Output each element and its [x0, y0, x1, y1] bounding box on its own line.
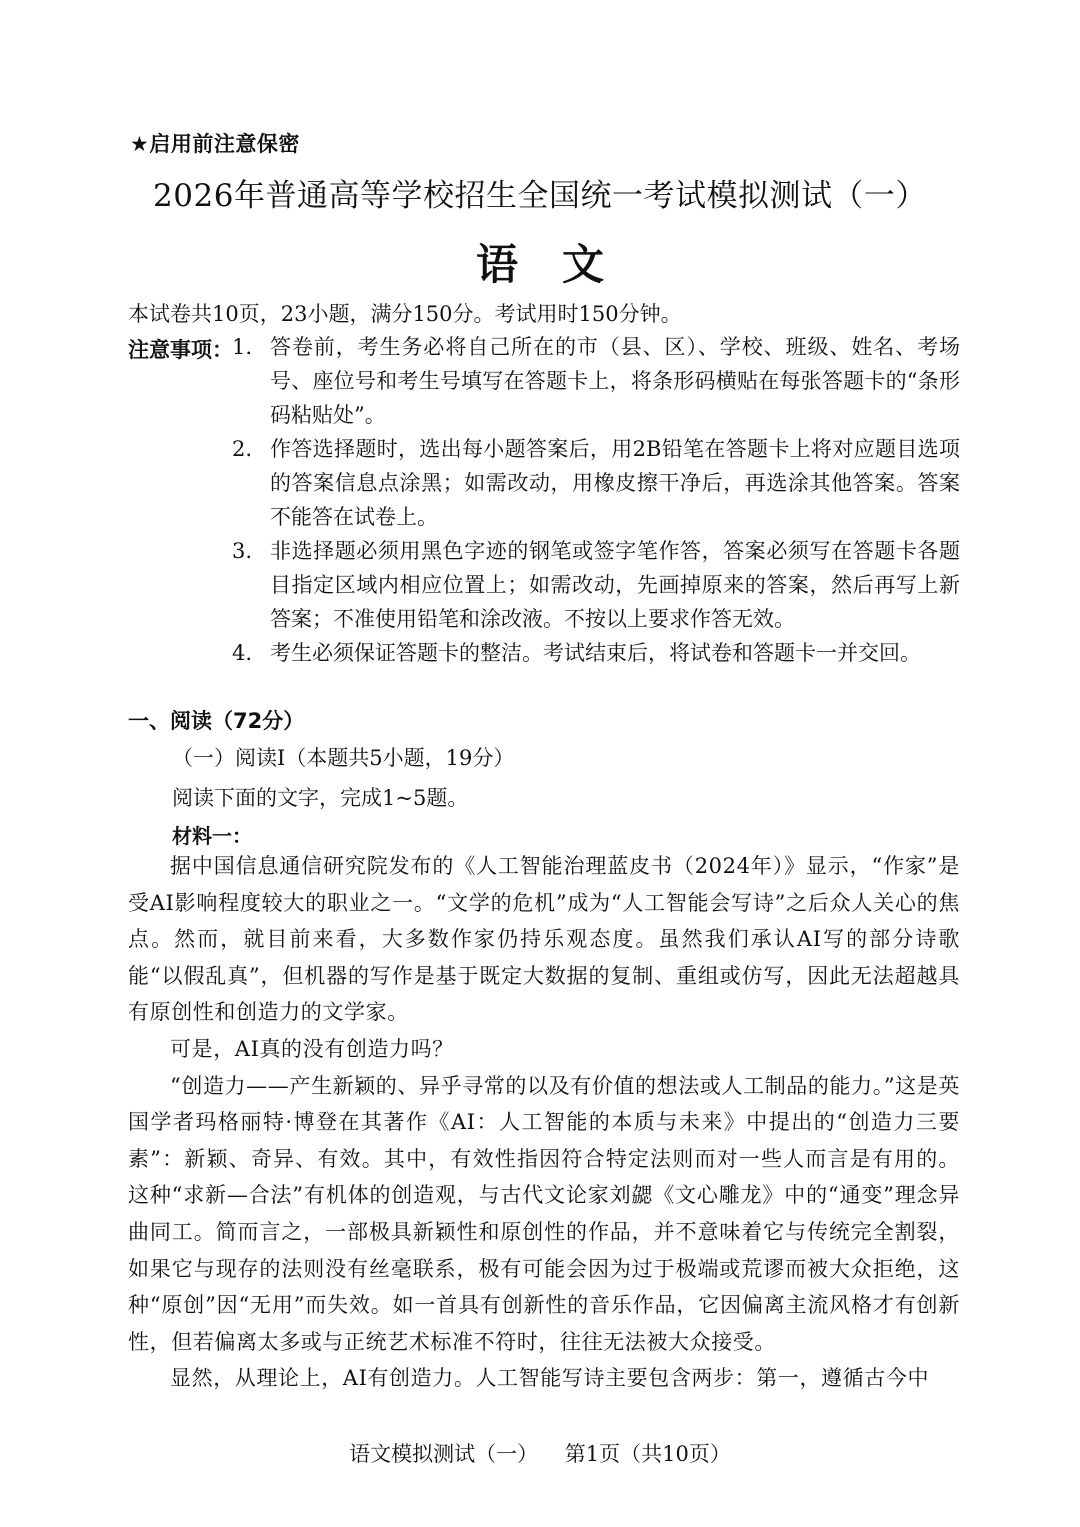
passage-paragraph: 可是，AI真的没有创造力吗？ — [170, 1036, 454, 1061]
notice-item — [232, 330, 960, 432]
subsection-heading: （一）阅读Ⅰ（本题共5小题，19分） — [172, 746, 515, 770]
notice-item — [232, 534, 960, 636]
passage-paragraph: “创造力——产生新颖的、异乎寻常的以及有价值的想法或人工制品的能力。”这是英国学者玛格丽特·博登在其著作《AI：人工智能的本质与未来》中提出的“创造力三要素”：新颖、奇异、有效。其中，有效性指因符合特定法则而对一些人而言是有用的。这种“求新—合法”有机体的创造观，与古代文论家刘勰《文心雕龙》中的“通变”理念异曲同工。简而言之，一部极具新颖性和原创性的作品，并不意味着它与传统完全割裂，如果它与现存的法则没有丝毫联系，极有可能会因为过于极端或荒谬而被大众拒绝，这种“原创”因“无用”而失效。如一首具有创新性的音乐作品，它因偏离主流风格才有创新性，但若偏离太多或与正统艺术标准不符时，往往无法被大众接受。 — [128, 1073, 960, 1354]
reading-instruction: 阅读下面的文字，完成1~5题。 — [172, 786, 469, 810]
page-footer: 语文模拟测试（一） 第1页（共10页） — [349, 1442, 731, 1466]
notice-item — [232, 432, 960, 534]
exam-info: 本试卷共10页，23小题，满分150分。考试用时150分钟。 — [128, 302, 682, 326]
notice-text: 作答选择题时，选出每小题答案后，用2B铅笔在答题卡上将对应题目选项的答案信息点涂黑；如需改动，用橡皮擦干净后，再选涂其他答案。答案不能答在试卷上。 — [270, 437, 960, 529]
notice-label: 注意事项： — [128, 338, 233, 362]
notice-item — [232, 636, 960, 670]
passage-paragraph: 据中国信息通信研究院发布的《人工智能治理蓝皮书（2024年）》显示，“作家”是受AI影响程度较大的职业之一。“文学的危机”成为“人工智能会写诗”之后众人关心的焦点。然而，就目前来看，大多数作家仍持乐观态度。虽然我们承认AI写的部分诗歌能“以假乱真”，但机器的写作是基于既定大数据的复制、重组或仿写，因此无法超越具有原创性和创造力的文学家。 — [128, 854, 960, 1025]
notice-number: 1. — [232, 335, 253, 359]
confidential-notice: ★启用前注意保密 — [130, 132, 300, 156]
reading-passage — [128, 848, 960, 1397]
notice-number: 3. — [232, 539, 253, 563]
passage-paragraph: 显然，从理论上，AI有创造力。人工智能写诗主要包含两步：第一，遵循古今中 — [170, 1366, 930, 1391]
notice-text: 答卷前，考生务必将自己所在的市（县、区）、学校、班级、姓名、考场号、座位号和考生号填写在答题卡上，将条形码横贴在每张答题卡的“条形码粘贴处”。 — [270, 335, 960, 427]
subject-title: 语文 — [475, 240, 648, 289]
notice-number: 4. — [232, 641, 253, 665]
notice-number: 2. — [232, 437, 253, 461]
notice-text: 非选择题必须用黑色字迹的钢笔或签字笔作答，答案必须写在答题卡各题目指定区域内相应位置上；如需改动，先画掉原来的答案，然后再写上新答案；不准使用铅笔和涂改液。不按以上要求作答无效。 — [270, 539, 960, 631]
section-heading: 一、阅读（72分） — [128, 709, 305, 733]
exam-title: 2026年普通高等学校招生全国统一考试模拟测试（一） — [153, 178, 927, 214]
material-label: 材料一： — [172, 824, 252, 848]
notice-list — [232, 330, 960, 670]
notice-text: 考生必须保证答题卡的整洁。考试结束后，将试卷和答题卡一并交回。 — [270, 641, 921, 665]
